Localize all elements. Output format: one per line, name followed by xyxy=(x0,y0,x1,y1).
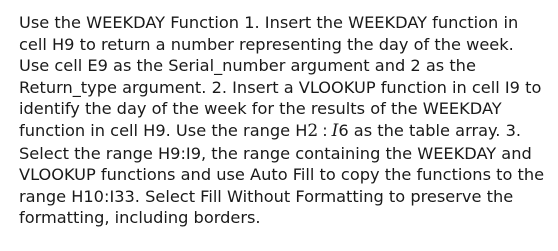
question-text-part-1: Use the WEEKDAY Function 1. Insert the WEEKDAY function in cell H9 to return a number representing the day of the week. Use cell E9 as the Serial_number argument and 2 as the Return_type argument. 2. Insert a VLOOKUP function in cell I9 to identify the day of the week for the results of the WEEKDAY function in cell H9. Use the range H xyxy=(19,13,542,140)
question-text-part-2: 6 as the table array. 3. Select the range H9:I9, the range containing the WEEKDAY and VLOOKUP functions and use Auto Fill to copy the functions to the range H10:I33. Select Fill Without Formatting to preserve the formatting, including borders. xyxy=(19,120,545,228)
question-text xyxy=(19,12,549,229)
math-expression xyxy=(307,121,338,140)
math-variable: I xyxy=(331,120,339,141)
math-colon: : xyxy=(322,120,328,140)
math-number: 2 xyxy=(307,120,319,141)
